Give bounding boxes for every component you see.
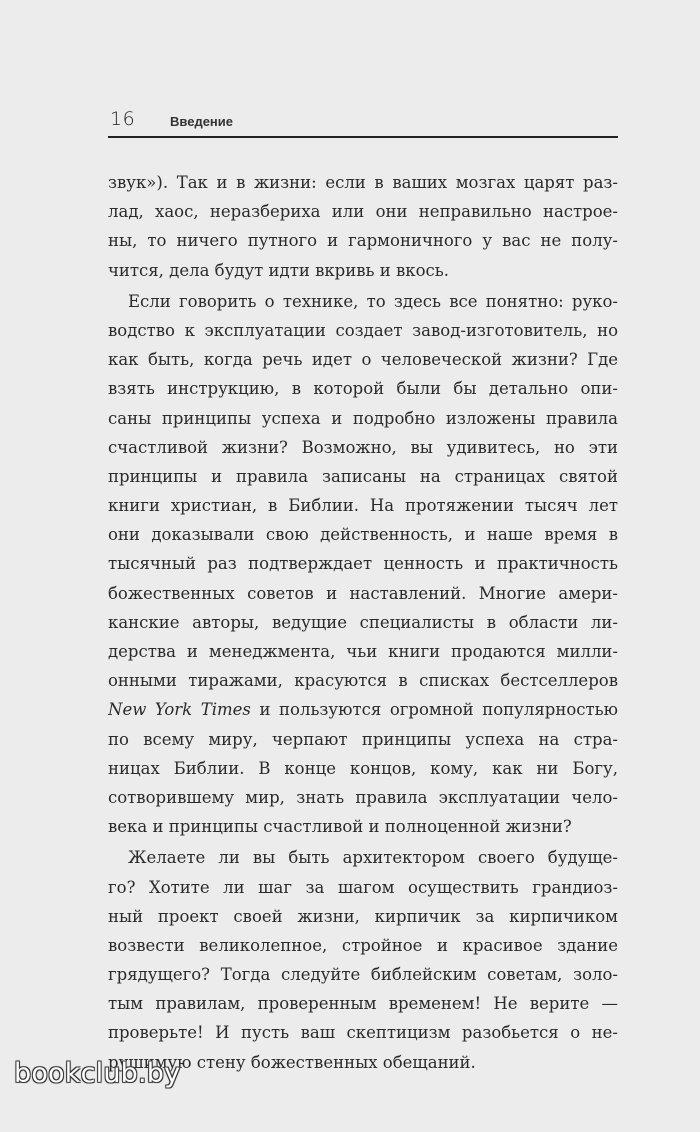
- text-line: книги христиан, в Библии. На протяжении тысяч лет: [108, 496, 618, 516]
- text-line: канские авторы, ведущие специалисты в области ли-: [108, 612, 618, 632]
- text-line: они доказывали свою действенность, и наше время в: [108, 525, 618, 545]
- text-line: проверьте! И пусть ваш скептицизм разобьется о не-: [108, 1023, 618, 1043]
- text-line: чится, дела будут идти вкривь и вкось.: [108, 260, 449, 280]
- text-line: Если говорить о технике, то здесь все понятно: руко-: [128, 291, 618, 311]
- text-line: возвести великолепное, стройное и красивое здание: [108, 935, 618, 955]
- text-line: тым правилам, проверенным временем! Не верите —: [108, 994, 618, 1014]
- text-line: принципы и правила записаны на страницах святой: [108, 466, 618, 486]
- text-line: как быть, когда речь идет о человеческой жизни? Где: [108, 350, 618, 370]
- page-number: 16: [110, 108, 136, 130]
- paragraph-1: [108, 168, 618, 285]
- text-line: грядущего? Тогда следуйте библейским советам, золо-: [108, 965, 618, 985]
- text-line: по всему миру, черпают принципы успеха на стра-: [108, 729, 618, 749]
- body-text: [108, 168, 618, 1077]
- text-fragment: и пользуются огромной популярностью: [250, 700, 618, 720]
- publication-name: New York Times: [108, 700, 251, 720]
- text-line: ный проект своей жизни, кирпичик за кирпичиком: [108, 906, 618, 926]
- text-line: сотворившему мир, знать правила эксплуатации чело-: [108, 787, 618, 807]
- text-line: го? Хотите ли шаг за шагом осуществить грандиоз-: [108, 877, 618, 897]
- watermark: bookclub.by: [14, 1058, 181, 1089]
- running-head-title: Введение: [170, 114, 233, 129]
- text-line: водство к эксплуатации создает завод-изготовитель, но: [108, 320, 618, 340]
- text-line: взять инструкцию, в которой были бы детально опи-: [108, 379, 618, 399]
- text-line: тысячный раз подтверждает ценность и практичность: [108, 554, 618, 574]
- paragraph-2: [108, 287, 618, 842]
- text-line: Желаете ли вы быть архитектором своего будуще-: [128, 848, 618, 868]
- paragraph-3: [108, 843, 618, 1077]
- text-line: божественных советов и наставлений. Многие амери-: [108, 583, 618, 603]
- page-header: [108, 104, 618, 138]
- text-line: ницах Библии. В конце концов, кому, как ни Богу,: [108, 758, 618, 778]
- text-line: ны, то ничего путного и гармоничного у вас не полу-: [108, 231, 618, 251]
- text-line: онными тиражами, красуются в списках бестселлеров: [108, 671, 618, 691]
- text-line: счастливой жизни? Возможно, вы удивитесь, но эти: [108, 437, 618, 457]
- text-line: саны принципы успеха и подробно изложены правила: [108, 408, 618, 428]
- text-line: звук»). Так и в жизни: если в ваших мозгах царят раз-: [108, 173, 618, 192]
- text-line: века и принципы счастливой и полноценной жизни?: [108, 817, 572, 837]
- text-line-with-italic: [108, 695, 618, 724]
- text-line: дерства и менеджмента, чьи книги продаются милли-: [108, 642, 618, 661]
- text-line: рушимую стену божественных обещаний.: [108, 1052, 476, 1072]
- header-rule: [108, 136, 618, 138]
- text-line: лад, хаос, неразбериха или они неправильно настрое-: [108, 202, 618, 222]
